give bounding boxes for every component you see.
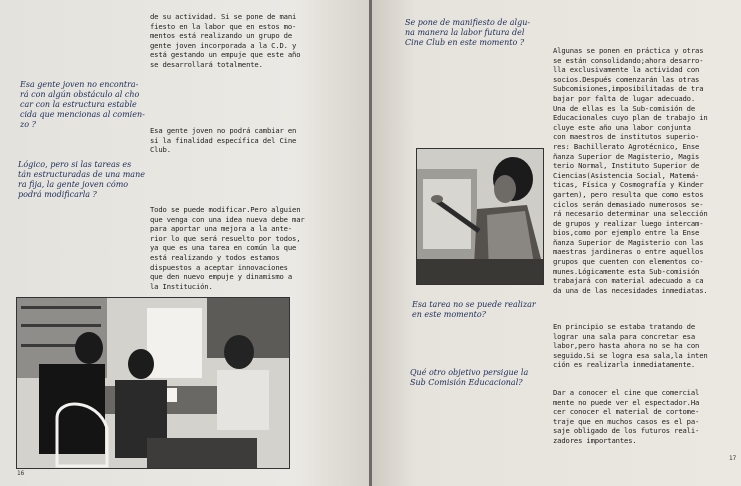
left-page [0, 0, 369, 486]
question-text: Esa tarea no se puede realizar en este momento? [412, 300, 536, 319]
answer-text: de su actividad. Si se pone de mani fiesto en la labor que en estos mo- mentos está realizando un grupo de gente joven incorporada a la C.D. y está gestando un empuje que este año se desarrollará totalmente. [150, 12, 301, 69]
question-text: Lógico, pero si las tareas es tán estructuradas de una mane ra fija, la gente joven cómo podrá modificarla ? [18, 160, 145, 199]
page-number: 16 [17, 470, 25, 477]
answer-text: Algunas se ponen en práctica y otras se están consolidando;ahora desarro- lla exclusivamente la actividad con socios.Después comenzarán las otras Subcomisiones,imposibilitadas de tra bajar por falta de lugar adecuado. Una de ellas es la Sub-comisión de Educacionales cuyo plan de trabajo in cluye este año una labor conjunta con maestros de institutos superio- res: Bachillerato Agrotécnico, Ense ñanza Superior de Magisterio, Magis terio Normal, Instituto Superior de Ciencias(Asistencia Social, Matemá- ticas, Física y Cosmografía y Kinder garten), pero resulta que como estos ciclos serán demasiado numerosos se- rá necesario determinar una selección de grupos y realizar luego intercam- bios,como por ejemplo entre la Ense ñanza Superior de Magisterio con las maestras jardineras o entre aquellos grupos que cuenten con elementos co- munes.Lógicamente esta Sub-comisión trabajará con material adecuado a ca da una de las necesidades inmediatas. [553, 46, 708, 295]
answer-text: Esa gente joven no podrá cambiar en sí la finalidad específica del Cine Club. [150, 126, 297, 155]
answer-text: Dar a conocer el cine que comercial mente no puede ver el espectador.Ha cer conocer el material de cortome- traje que en muchos casos es el pa- saje obligado de los futuros reali- zadores importantes. [553, 388, 700, 445]
page-number: 17 [729, 455, 737, 462]
answer-text: Todo se puede modificar.Pero alguien que venga con una idea nueva debe mar para aportar una mejora a la ante- rior lo que será resuelto por todos, ya que es una tarea en común la que está realizando y todos estamos dispuestos a aceptar innovaciones que den nuevo empuje y dinamismo a la Institución. [150, 205, 305, 291]
meeting-photo [16, 297, 290, 469]
right-page [372, 0, 741, 486]
answer-text: En principio se estaba tratando de lograr una sala para concretar esa labor,pero hasta ahora no se ha con seguido.Si se logra esa sala,la inten ción es realizarla inmediatamente. [553, 322, 708, 370]
question-text: Esa gente joven no encontra- rá con algún obstáculo al cho car con la estructura estable cida que mencionas al comien- zo ? [20, 80, 145, 129]
question-text: Se pone de manifiesto de algu- na manera la labor futura del Cine Club en este momento ? [405, 18, 531, 47]
boy-photo [416, 148, 544, 285]
question-text: Qué otro objetivo persigue la Sub Comisión Educacional? [410, 368, 529, 387]
